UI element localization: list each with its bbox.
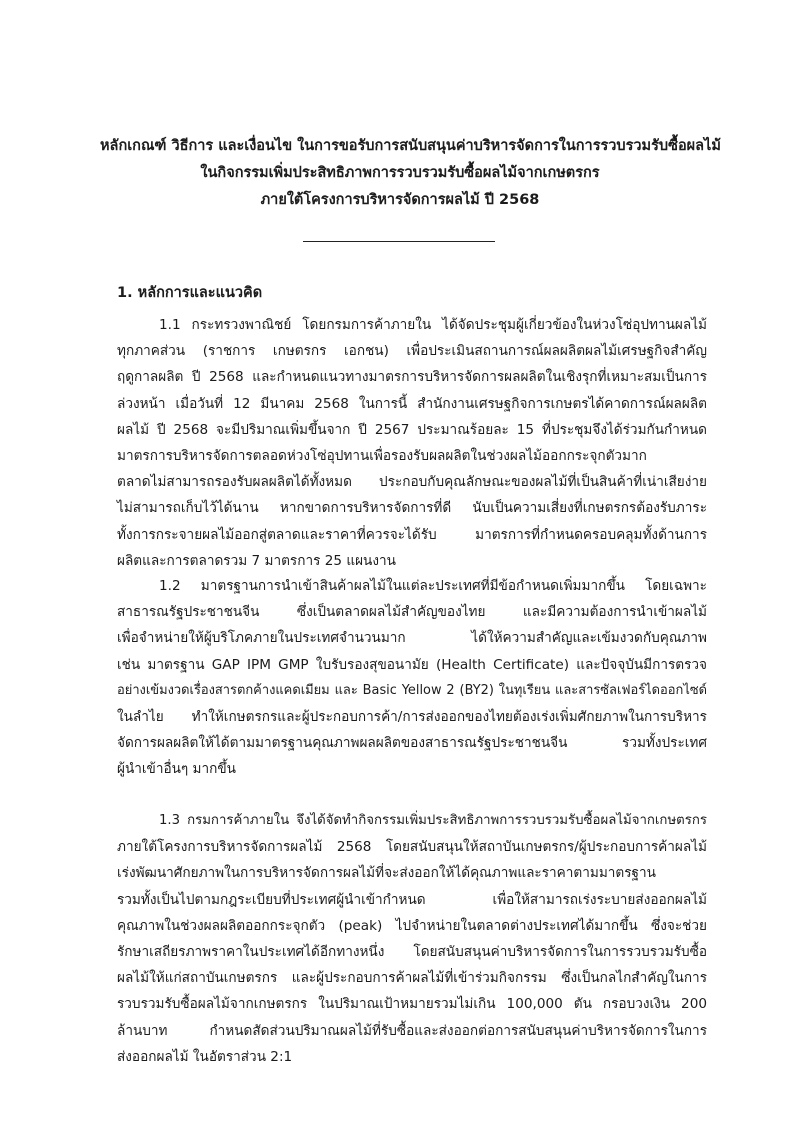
paragraph-line: ไม่สามารถเก็บไว้ได้นาน หากขาดการบริหารจัดการที่ดี นับเป็นความเสี่ยงที่เกษตรกรต้องรับภาระ (117, 500, 707, 517)
paragraph-line: รวมทั้งเป็นไปตามกฎระเบียบที่ประเทศผู้นำเข้ากำหนด เพื่อให้สามารถเร่งระบายส่งออกผลไม้ (117, 891, 707, 908)
paragraph-line: เพื่อจำหน่ายให้ผู้บริโภคภายในประเทศจำนวนมาก ได้ให้ความสำคัญและเข้มงวดกับคุณภาพ (117, 630, 707, 647)
paragraph-1-3 (117, 808, 707, 1070)
paragraph-line: 1.2 มาตรฐานการนำเข้าสินค้าผลไม้ในแต่ละประเทศที่มีข้อกำหนดเพิ่มมากขึ้น โดยเฉพาะ (159, 578, 707, 594)
paragraph-line: อย่างเข้มงวดเรื่องสารตกค้างแคดเมียม และ Basic Yellow 2 (BY2) ในทุเรียน และสารซัลเฟอร์ไดออกไซด์ (117, 682, 707, 698)
title-divider (303, 241, 495, 242)
paragraph-line: ในลำไย ทำให้เกษตรกรและผู้ประกอบการค้า/การส่งออกของไทยต้องเร่งเพิ่มศักยภาพในการบริหาร (117, 708, 707, 725)
paragraph-line: ผลไม้ ปี 2568 จะมีปริมาณเพิ่มขึ้นจาก ปี 2567 ประมาณร้อยละ 15 ที่ประชุมจึงได้ร่วมกันกำหนด (117, 421, 707, 438)
paragraph-line: ฤดูกาลผลิต ปี 2568 และกำหนดแนวทางมาตรการบริหารจัดการผลผลิตในเชิงรุกที่เหมาะสมเป็นการ (117, 369, 707, 386)
title-line-3: ภายใต้โครงการบริหารจัดการผลไม้ ปี 2568 (260, 192, 540, 208)
paragraph-line: ล่วงหน้า เมื่อวันที่ 12 มีนาคม 2568 ในการนี้ สำนักงานเศรษฐกิจการเกษตรได้คาดการณ์ผลผลิต (117, 395, 707, 412)
paragraph-line: สาธารณรัฐประชาชนจีน ซึ่งเป็นตลาดผลไม้สำคัญของไทย และมีความต้องการนำเข้าผลไม้ (117, 604, 707, 621)
paragraph-line: ล้านบาท กำหนดสัดส่วนปริมาณผลไม้ที่รับซื้อและส่งออกต่อการสนับสนุนค่าบริหารจัดการในการ (117, 1022, 707, 1039)
document-title (100, 133, 721, 214)
paragraph-line: ผลิตและการตลาดรวม 7 มาตรการ 25 แผนงาน (117, 552, 396, 569)
paragraph-line: คุณภาพในช่วงผลผลิตออกกระจุกตัว (peak) ไปจำหน่ายในตลาดต่างประเทศได้มากขึ้น ซึ่งจะช่วย (117, 917, 707, 934)
paragraph-line: ทุกภาคส่วน (ราชการ เกษตรกร เอกชน) เพื่อประเมินสถานการณ์ผลผลิตผลไม้เศรษฐกิจสำคัญ (117, 343, 707, 360)
paragraph-line: 1.3 กรมการค้าภายใน จึงได้จัดทำกิจกรรมเพิ่มประสิทธิภาพการรวบรวมรับซื้อผลไม้จากเกษตรกร (159, 813, 707, 828)
paragraph-line: รักษาเสถียรภาพราคาในประเทศได้อีกทางหนึ่ง โดยสนับสนุนค่าบริหารจัดการในการรวบรวมรับซื้อ (117, 943, 707, 960)
paragraph-line: ผู้นำเข้าอื่นๆ มากขึ้น (117, 761, 236, 778)
paragraph-line: เร่งพัฒนาศักยภาพในการบริหารจัดการผลไม้ที่จะส่งออกให้ได้คุณภาพและราคาตามมาตรฐาน (117, 865, 656, 882)
paragraph-line: ตลาดไม่สามารถรองรับผลผลิตได้ทั้งหมด ประกอบกับคุณลักษณะของผลไม้ที่เป็นสินค้าที่เน่าเสียง่าย (117, 474, 707, 491)
paragraph-1-2 (117, 573, 707, 783)
paragraph-line: ผลไม้ให้แก่สถาบันเกษตรกร และผู้ประกอบการค้าผลไม้ที่เข้าร่วมกิจกรรม ซึ่งเป็นกลไกสำคัญในการ (117, 970, 707, 987)
title-line-1: หลักเกณฑ์ วิธีการ และเงื่อนไข ในการขอรับการสนับสนุนค่าบริหารจัดการในการรวบรวมรับซื้อผลไม้ (100, 138, 721, 154)
paragraph-line: ทั้งการกระจายผลไม้ออกสู่ตลาดและราคาที่ควรจะได้รับ มาตรการที่กำหนดครอบคลุมทั้งด้านการ (117, 526, 707, 543)
paragraph-line: เช่น มาตรฐาน GAP IPM GMP ใบรับรองสุขอนามัย (Health Certificate) และปัจจุบันมีการตรวจ (117, 656, 707, 673)
paragraph-line: มาตรการบริหารจัดการตลอดห่วงโซ่อุปทานเพื่อรองรับผลผลิตในช่วงผลไม้ออกกระจุกตัวมาก (117, 447, 647, 464)
paragraph-line: 1.1 กระทรวงพาณิชย์ โดยกรมการค้าภายใน ได้จัดประชุมผู้เกี่ยวข้องในห่วงโซ่อุปทานผลไม้ (159, 317, 707, 333)
section-heading: 1. หลักการและแนวคิด (117, 285, 263, 301)
paragraph-line: รวบรวมรับซื้อผลไม้จากเกษตรกร ในปริมาณเป้าหมายรวมไม่เกิน 100,000 ตัน กรอบวงเงิน 200 (117, 996, 707, 1013)
paragraph-line: ภายใต้โครงการบริหารจัดการผลไม้ 2568 โดยสนับสนุนให้สถาบันเกษตรกร/ผู้ประกอบการค้าผลไม้ (117, 839, 707, 856)
paragraph-line: ส่งออกผลไม้ ในอัตราส่วน 2:1 (117, 1048, 293, 1065)
title-line-2: ในกิจกรรมเพิ่มประสิทธิภาพการรวบรวมรับซื้อผลไม้จากเกษตรกร (200, 165, 600, 181)
paragraph-1-1 (117, 312, 707, 574)
paragraph-line: จัดการผลผลิตให้ได้ตามมาตรฐานคุณภาพผลผลิตของสาธารณรัฐประชาชนจีน รวมทั้งประเทศ (117, 735, 707, 752)
